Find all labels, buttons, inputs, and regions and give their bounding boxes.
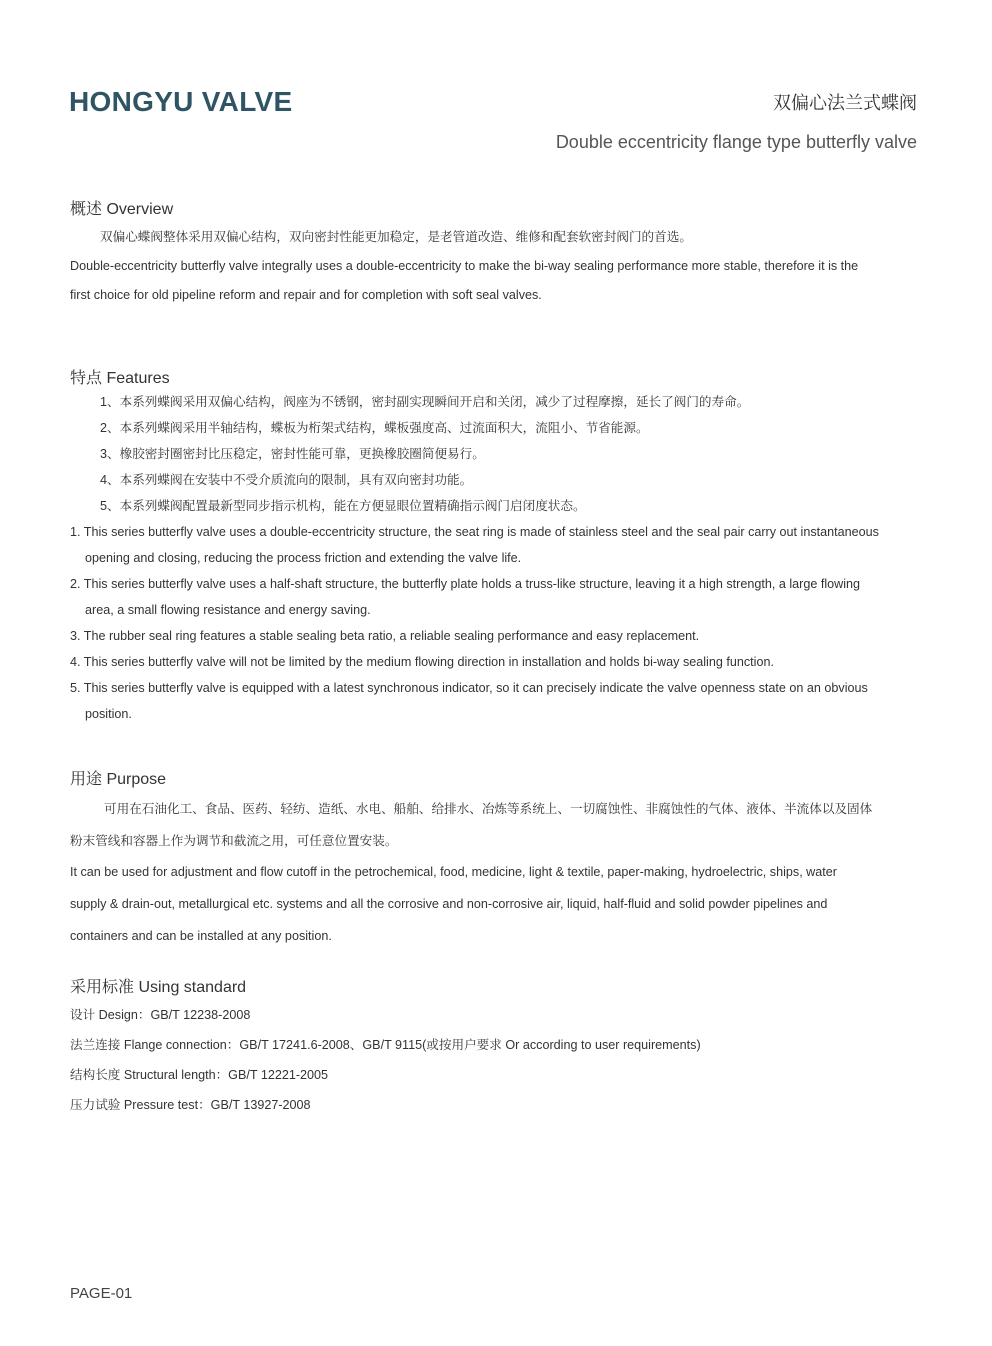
feature-cn-item: 3、橡胶密封圈密封比压稳定，密封性能可靠，更换橡胶圈简便易行。 — [100, 447, 485, 461]
purpose-en-line: It can be used for adjustment and flow cutoff in the petrochemical, food, medicine, light & textile, paper-making, hydroelectric, ships, water — [70, 865, 837, 879]
standard-heading: 采用标准 Using standard — [70, 979, 247, 996]
overview-heading: 概述 Overview — [70, 201, 174, 218]
brand-logo: HONGYU VALVE — [69, 86, 293, 117]
feature-en-line: 4. This series butterfly valve will not be limited by the medium flowing direction in installation and holds bi-way sealing function. — [70, 655, 774, 669]
overview-en-line: Double-eccentricity butterfly valve integrally uses a double-eccentricity to make the bi-way sealing performance more stable, therefore it is the — [70, 259, 859, 273]
overview-cn: 双偏心蝶阀整体采用双偏心结构，双向密封性能更加稳定，是老管道改造、维修和配套软密封阀门的首选。 — [100, 230, 692, 244]
standard-item: 结构长度 Structural length：GB/T 12221-2005 — [70, 1068, 329, 1082]
purpose-en-line: supply & drain-out, metallurgical etc. systems and all the corrosive and non-corrosive air, liquid, half-fluid and solid powder pipelines and — [70, 897, 828, 911]
product-title-cn: 双偏心法兰式蝶阀 — [773, 93, 917, 113]
standard-item: 设计 Design：GB/T 12238-2008 — [70, 1008, 251, 1022]
feature-en-line: 5. This series butterfly valve is equipped with a latest synchronous indicator, so it can precisely indicate the valve openness state on an obvious — [70, 681, 868, 695]
feature-cn-item: 5、本系列蝶阀配置最新型同步指示机构，能在方便显眼位置精确指示阀门启闭度状态。 — [100, 499, 586, 513]
purpose-cn-line: 粉末管线和容器上作为调节和截流之用，可任意位置安装。 — [70, 834, 398, 848]
feature-en-line: 2. This series butterfly valve uses a half-shaft structure, the butterfly plate holds a truss-like structure, leaving it a high strength, a large flowing — [70, 577, 861, 591]
feature-en-line: position. — [85, 707, 132, 721]
features-heading: 特点 Features — [70, 370, 170, 387]
product-title-en: Double eccentricity flange type butterfly valve — [555, 132, 917, 152]
page-number: PAGE-01 — [70, 1285, 133, 1302]
feature-en-line: 3. The rubber seal ring features a stable sealing beta ratio, a reliable sealing performance and easy replacement. — [70, 629, 700, 643]
standard-item: 压力试验 Pressure test：GB/T 13927-2008 — [70, 1098, 311, 1112]
purpose-heading: 用途 Purpose — [70, 771, 167, 788]
feature-cn-item: 2、本系列蝶阀采用半轴结构，蝶板为桁架式结构，蝶板强度高、过流面积大，流阻小、节省能源。 — [100, 421, 649, 435]
feature-cn-item: 1、本系列蝶阀采用双偏心结构，阀座为不锈钢，密封副实现瞬间开启和关闭，减少了过程摩擦，延长了阀门的寿命。 — [100, 395, 750, 409]
feature-en-line: area, a small flowing resistance and energy saving. — [85, 603, 371, 617]
feature-en-line: opening and closing, reducing the process friction and extending the valve life. — [85, 551, 522, 565]
feature-cn-item: 4、本系列蝶阀在安装中不受介质流向的限制，具有双向密封功能。 — [100, 473, 473, 487]
feature-en-line: 1. This series butterfly valve uses a double-eccentricity structure, the seat ring is made of stainless steel and the seal pair carry out instantaneous — [70, 525, 879, 539]
purpose-cn-line: 可用在石油化工、食品、医药、轻纺、造纸、水电、船舶、给排水、冶炼等系统上、一切腐蚀性、非腐蚀性的气体、液体、半流体以及固体 — [104, 802, 873, 816]
standard-item: 法兰连接 Flange connection：GB/T 17241.6-2008、GB/T 9115(或按用户要求 Or according to user requirements) — [70, 1038, 701, 1052]
purpose-en-line: containers and can be installed at any position. — [70, 929, 332, 943]
overview-en-line: first choice for old pipeline reform and repair and for completion with soft seal valves. — [70, 288, 542, 302]
